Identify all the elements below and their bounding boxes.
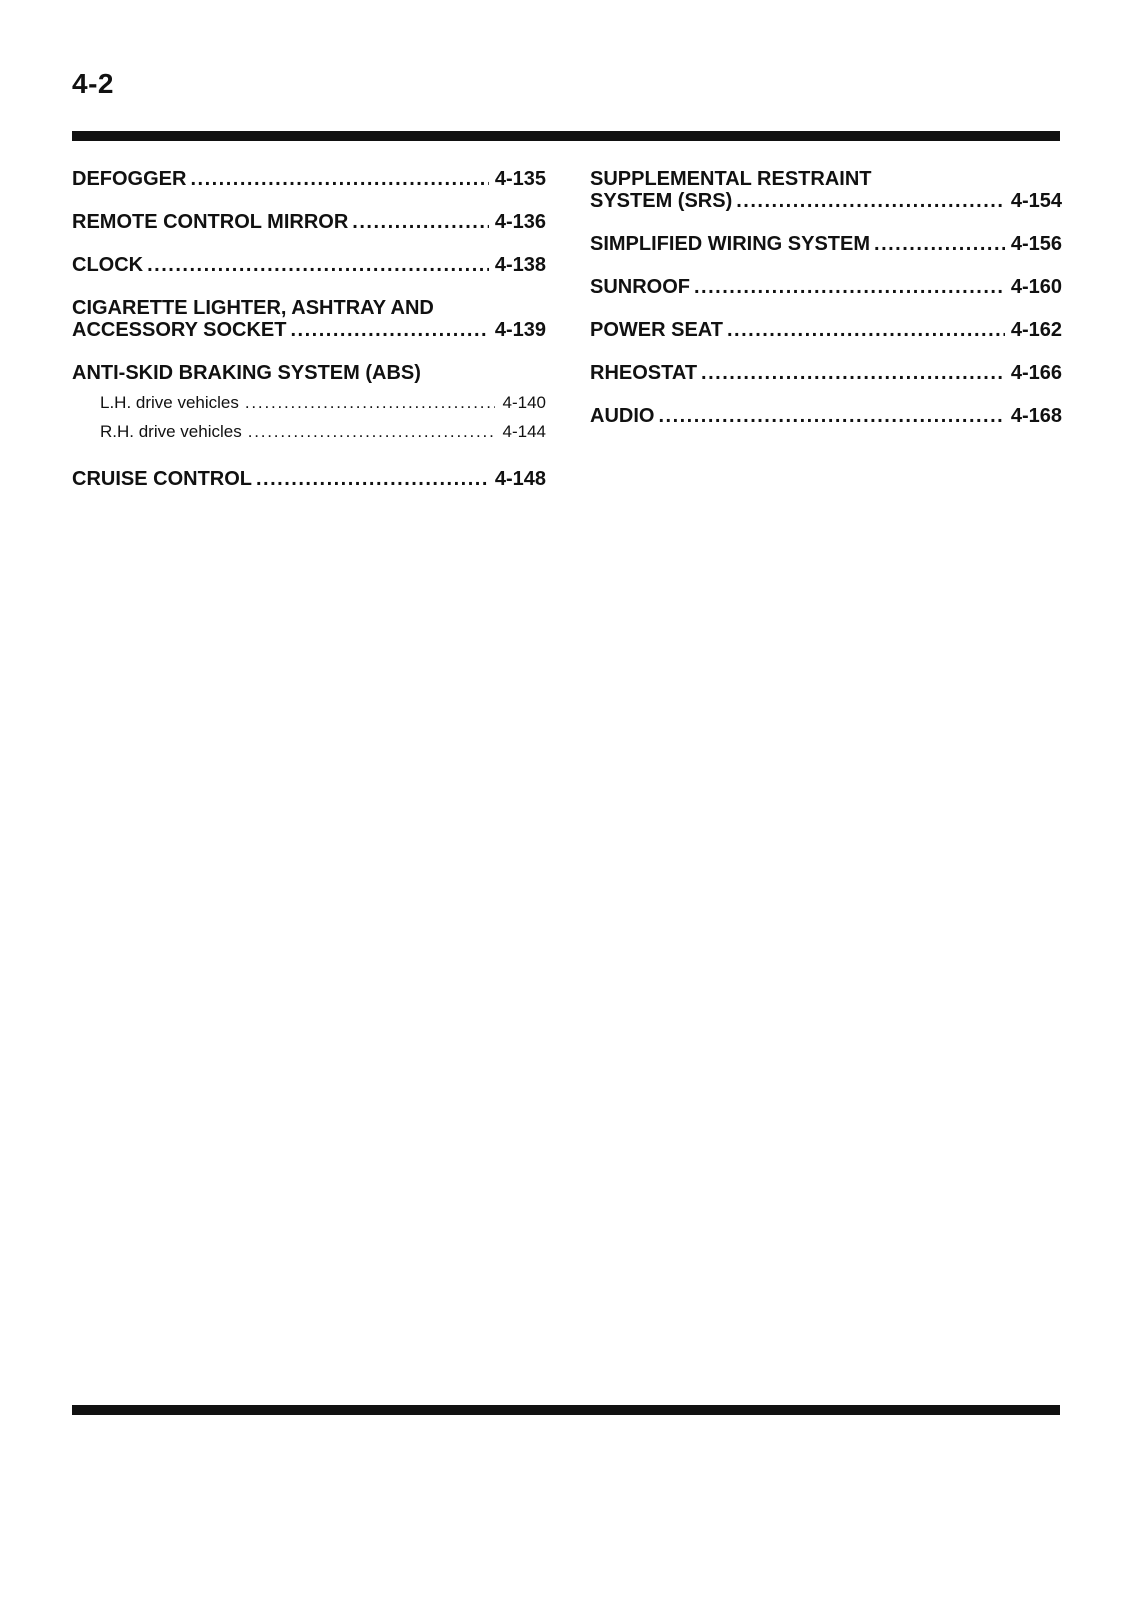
toc-entry-title: REMOTE CONTROL MIRROR: [72, 211, 349, 233]
toc-entry-remote-control-mirror[interactable]: [72, 211, 546, 233]
toc-entry-power-seat[interactable]: [590, 319, 1062, 341]
toc-entry-title: SIMPLIFIED WIRING SYSTEM: [590, 233, 871, 255]
toc-entry-simplified-wiring[interactable]: [590, 233, 1062, 255]
dot-leader: [190, 168, 488, 190]
dot-leader: [694, 276, 1005, 298]
dot-leader: [248, 422, 495, 442]
toc-subentry-rh-drive[interactable]: [100, 422, 546, 442]
toc-entry-page: 4-160: [1010, 276, 1062, 298]
toc-entry-title: POWER SEAT: [590, 319, 723, 341]
toc-entry-page: 4-168: [1010, 405, 1062, 427]
toc-entry-page: 4-136: [494, 211, 546, 233]
toc-subentry-lh-drive[interactable]: [100, 393, 546, 413]
dot-leader: [701, 362, 1005, 384]
toc-group-abs: [72, 362, 546, 442]
dot-leader: [658, 405, 1004, 427]
toc-entry-srs[interactable]: [590, 168, 1062, 212]
dot-leader: [874, 233, 1005, 255]
toc-entry-page: 4-156: [1010, 233, 1062, 255]
toc-entry-audio[interactable]: [590, 405, 1062, 427]
toc-entry-cigarette-lighter[interactable]: [72, 297, 546, 341]
toc-entry-page: 4-154: [1010, 190, 1062, 212]
toc-subentry-page: 4-144: [502, 422, 546, 441]
toc-entry-sunroof[interactable]: [590, 276, 1062, 298]
dot-leader: [727, 319, 1005, 341]
dot-leader: [147, 254, 489, 276]
toc-entry-title-line2: SYSTEM (SRS): [590, 190, 733, 212]
toc-entry-page: 4-139: [494, 319, 546, 341]
toc-entry-title-line1: CIGARETTE LIGHTER, ASHTRAY AND: [72, 297, 434, 319]
toc-entry-cruise-control[interactable]: [72, 468, 546, 490]
dot-leader: [245, 393, 495, 413]
toc-entry-rheostat[interactable]: [590, 362, 1062, 384]
toc-group-title: ANTI-SKID BRAKING SYSTEM (ABS): [72, 362, 421, 384]
toc-entry-title: DEFOGGER: [72, 168, 187, 190]
toc-entry-title: AUDIO: [590, 405, 655, 427]
top-rule: [72, 131, 1060, 141]
toc-entry-title-line2: ACCESSORY SOCKET: [72, 319, 287, 341]
dot-leader: [256, 468, 489, 490]
toc-right-column: [590, 168, 1062, 448]
dot-leader: [290, 319, 488, 341]
toc-entry-title: CRUISE CONTROL: [72, 468, 252, 490]
toc-subentry-title: R.H. drive vehicles: [100, 422, 242, 441]
toc-entry-clock[interactable]: [72, 254, 546, 276]
toc-entry-title: RHEOSTAT: [590, 362, 698, 384]
toc-entry-page: 4-135: [494, 168, 546, 190]
toc-subentry-page: 4-140: [502, 393, 546, 412]
toc-entry-title: CLOCK: [72, 254, 144, 276]
toc-entry-title-line1: SUPPLEMENTAL RESTRAINT: [590, 168, 872, 190]
toc-entry-page: 4-138: [494, 254, 546, 276]
toc-entry-page: 4-166: [1010, 362, 1062, 384]
page-number: 4-2: [72, 68, 114, 99]
toc-entry-page: 4-162: [1010, 319, 1062, 341]
dot-leader: [736, 190, 1005, 212]
toc-left-column: [72, 168, 546, 511]
bottom-rule: [72, 1405, 1060, 1415]
toc-entry-title: SUNROOF: [590, 276, 690, 298]
dot-leader: [352, 211, 489, 233]
toc-subentry-title: L.H. drive vehicles: [100, 393, 239, 412]
toc-entry-defogger[interactable]: [72, 168, 546, 190]
toc-entry-page: 4-148: [494, 468, 546, 490]
